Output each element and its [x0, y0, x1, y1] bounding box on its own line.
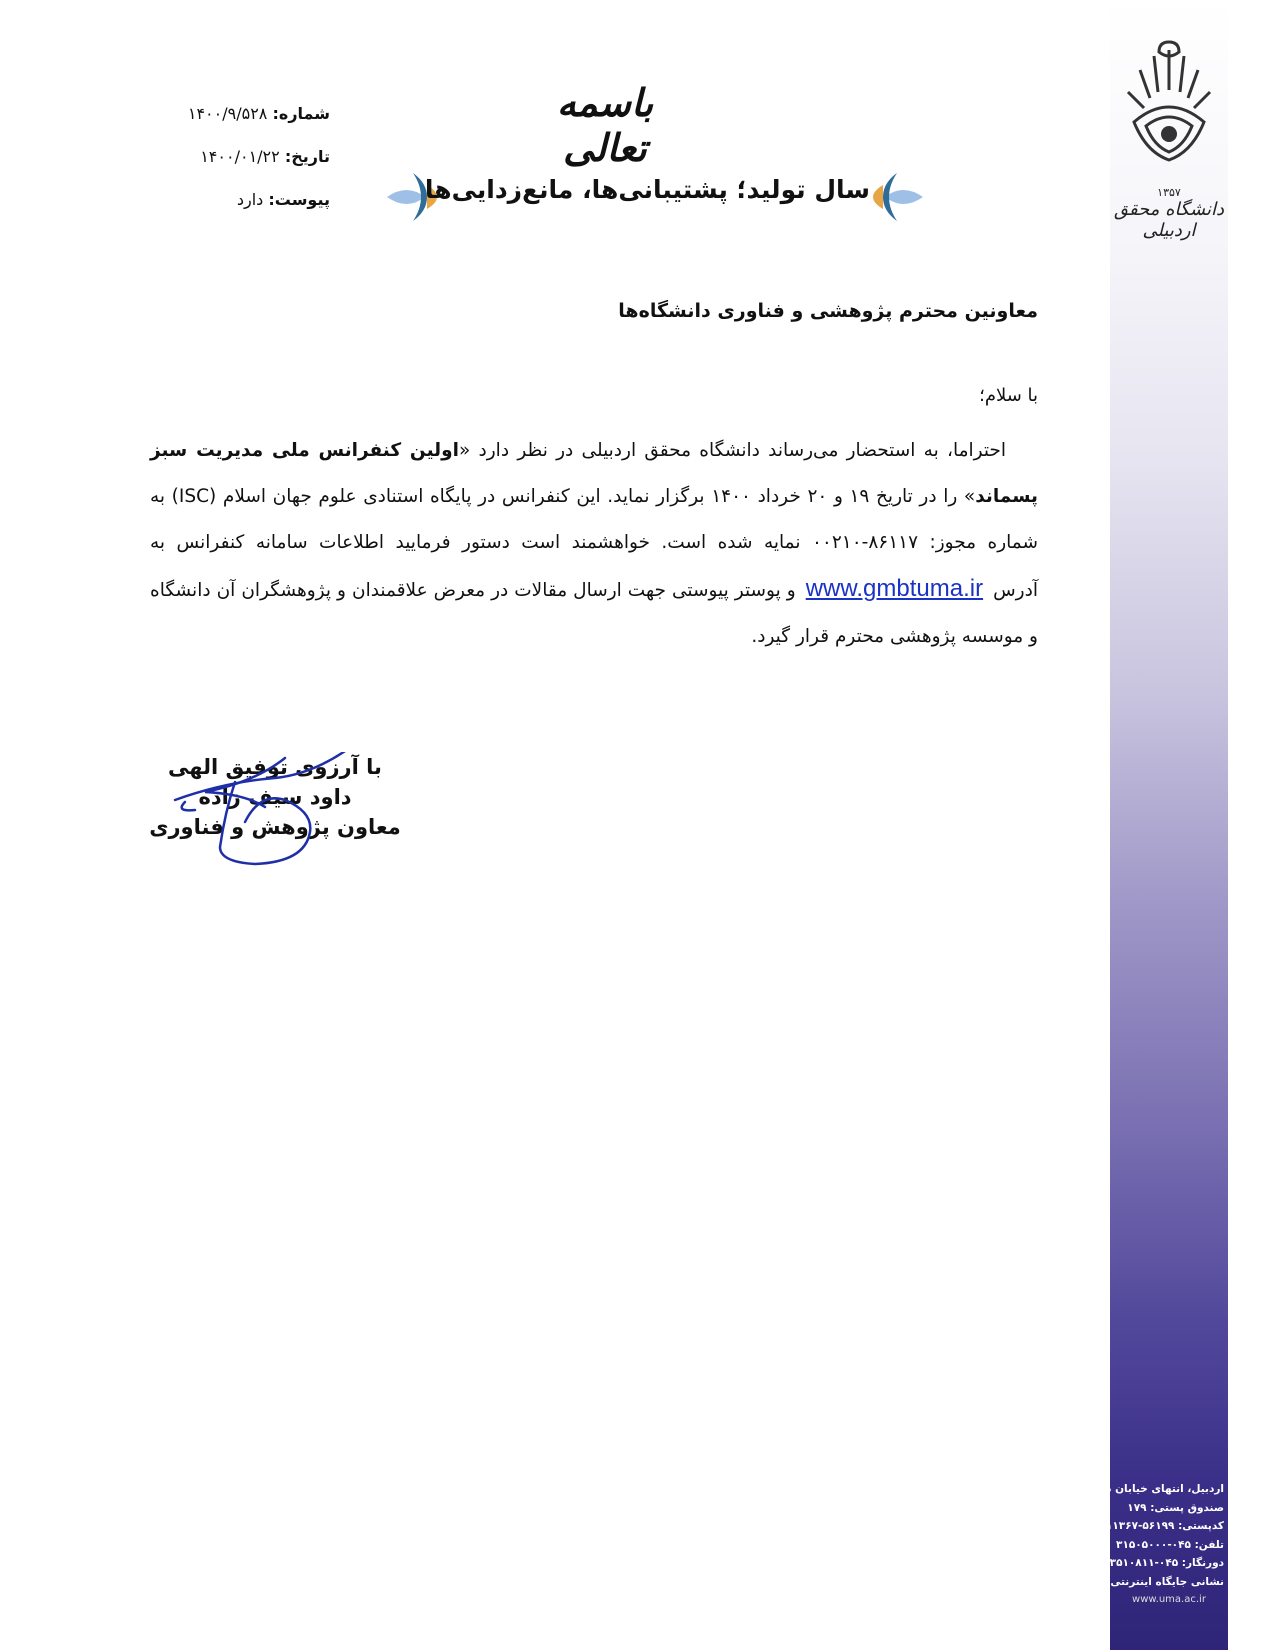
- letter-number: شماره: ۱۴۰۰/۹/۵۲۸: [187, 104, 330, 123]
- letter-body: [150, 428, 1038, 660]
- letter-attachment: پیوست: دارد: [236, 190, 330, 209]
- university-name-text: دانشگاه محقق اردبیلی: [1113, 199, 1225, 241]
- footer-web-label: نشانی جایگاه اینترنتی دانشگاه: [1066, 1575, 1224, 1588]
- body-part2: » را در تاریخ ۱۹ و ۲۰ خرداد ۱۴۰۰ برگزار نماید. این کنفرانس در پایگاه استنادی علوم جهان اسلام (ISC) به شماره مجوز: ۸۶۱۱۷-۰۰۲۱۰ نمایه شده است. خواهشمند است دستور فرمایید اطلاعات سامانه کنفرانس به آدرس: [150, 486, 1039, 601]
- footer-web-link[interactable]: www.uma.ac.ir: [1132, 1594, 1206, 1605]
- logo-year: ۱۳۵۷: [1157, 186, 1181, 199]
- footer-phone: تلفن: ۰۴۵-۳۱۵۰۵۰۰۰: [1116, 1538, 1224, 1551]
- conference-title: اولین کنفرانس ملی مدیریت سبز پسماند: [150, 440, 1038, 507]
- right-ornament-icon: [855, 165, 925, 229]
- sidebar-band: [1066, 0, 1228, 1650]
- conference-website-link[interactable]: www.gmbtuma.ir: [805, 575, 984, 602]
- letter-date: تاریخ: ۱۴۰۰/۰۱/۲۲: [200, 147, 330, 166]
- letter-meta: [150, 92, 330, 221]
- year-slogan: [385, 165, 925, 229]
- body-part1: احتراما، به استحضار می‌رساند دانشگاه محقق اردبیلی در نظر دارد «: [458, 440, 1006, 461]
- footer-fax: دورنگار: ۰۴۵-۳۳۵۱۰۸۱۱: [1103, 1557, 1224, 1569]
- handwritten-signature-icon: [165, 752, 395, 902]
- greeting: با سلام؛: [979, 385, 1038, 406]
- salutation: معاونین محترم پژوهشی و فناوری دانشگاه‌ها: [618, 300, 1038, 322]
- contact-footer: [1066, 1480, 1228, 1610]
- footer-address: اردبیل، انتهای خیابان دانشگاه: [1071, 1483, 1224, 1495]
- university-name: [1110, 186, 1228, 241]
- slogan-text: سال تولید؛ پشتیبانی‌ها، مانع‌زدایی‌ها: [424, 175, 870, 204]
- footer-postal: کدپستی: ۵۶۱۹۹-۱۱۳۶۷: [1105, 1520, 1224, 1532]
- signer-title: معاون پژوهش و فناوری: [149, 815, 401, 839]
- signer-name: داود سیف زاده: [198, 785, 352, 809]
- body-part3: و پوستر پیوستی جهت ارسال مقالات در معرض علاقمندان و پژوهشگران آن دانشگاه و موسسه پژوهشی محترم قرار گیرد.: [150, 580, 1038, 647]
- closing-wish: با آرزوی توفیق الهی: [168, 755, 382, 779]
- footer-pobox: صندوق پستی: ۱۷۹: [1127, 1501, 1224, 1514]
- bismillah-heading: باسمه تعالی: [556, 80, 654, 170]
